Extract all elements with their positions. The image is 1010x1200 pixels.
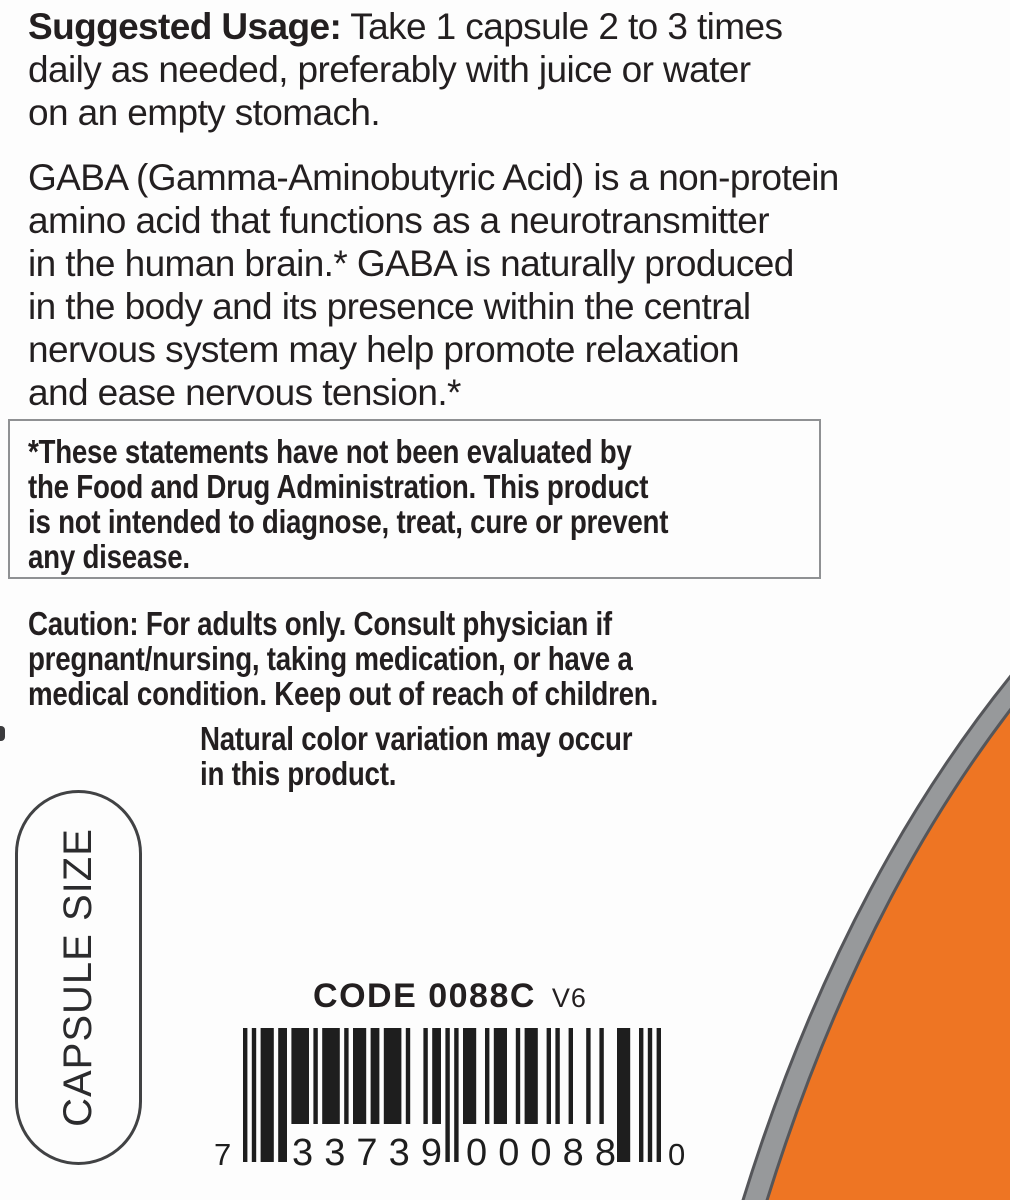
svg-text:33739: 33739: [292, 1132, 442, 1170]
color-variation-note: [200, 721, 632, 791]
edge-print-mark: [0, 726, 5, 741]
suggested-usage-heading: Suggested Usage:: [28, 6, 342, 47]
text-line: nervous system may help promote relaxation: [28, 329, 740, 370]
text-line: pregnant/nursing, taking medication, or have a: [28, 640, 633, 677]
text-line: is not intended to diagnose, treat, cure or prevent: [28, 503, 669, 540]
fda-disclaimer-text: [28, 434, 668, 574]
text-line: Caution: For adults only. Consult physician if: [28, 605, 612, 642]
bottle-cap-orange-curve: [764, 705, 1010, 1200]
product-code-row: [200, 977, 700, 1016]
capsule-size-badge: [15, 790, 142, 1165]
text-line: medical condition. Keep out of reach of children.: [28, 675, 658, 712]
svg-text:0: 0: [668, 1137, 686, 1170]
text-line: any disease.: [28, 538, 190, 575]
text-line: in the body and its presence within the central: [28, 286, 751, 327]
barcode: [200, 1028, 700, 1170]
text-line: [28, 5, 782, 48]
text-line: and ease nervous tension.*: [28, 372, 461, 413]
svg-text:7: 7: [214, 1137, 232, 1170]
bottle-edge-gray-band: [740, 672, 1010, 1200]
text-line: in this product.: [200, 755, 397, 792]
text-line: the Food and Drug Administration. This product: [28, 468, 649, 505]
suggested-usage-paragraph: [28, 5, 782, 134]
text-line: on an empty stomach.: [28, 92, 381, 133]
fda-disclaimer-box: [8, 419, 821, 579]
text-line: *These statements have not been evaluated by: [28, 433, 632, 470]
text-line: daily as needed, preferably with juice or water: [28, 49, 751, 90]
description-paragraph: [28, 156, 839, 414]
product-code-version: V6: [551, 983, 587, 1013]
caution-paragraph: [28, 606, 658, 711]
capsule-size-label: CAPSULE SIZE: [56, 828, 101, 1127]
text-span: Take 1 capsule 2 to 3 times: [350, 6, 783, 47]
product-code: CODE 0088C: [313, 977, 536, 1015]
text-line: in the human brain.* GABA is naturally produced: [28, 243, 794, 284]
svg-text:00088: 00088: [466, 1132, 616, 1170]
text-line: Natural color variation may occur: [200, 720, 633, 757]
text-line: GABA (Gamma-Aminobutyric Acid) is a non-protein: [28, 157, 839, 198]
text-line: amino acid that functions as a neurotransmitter: [28, 200, 769, 241]
